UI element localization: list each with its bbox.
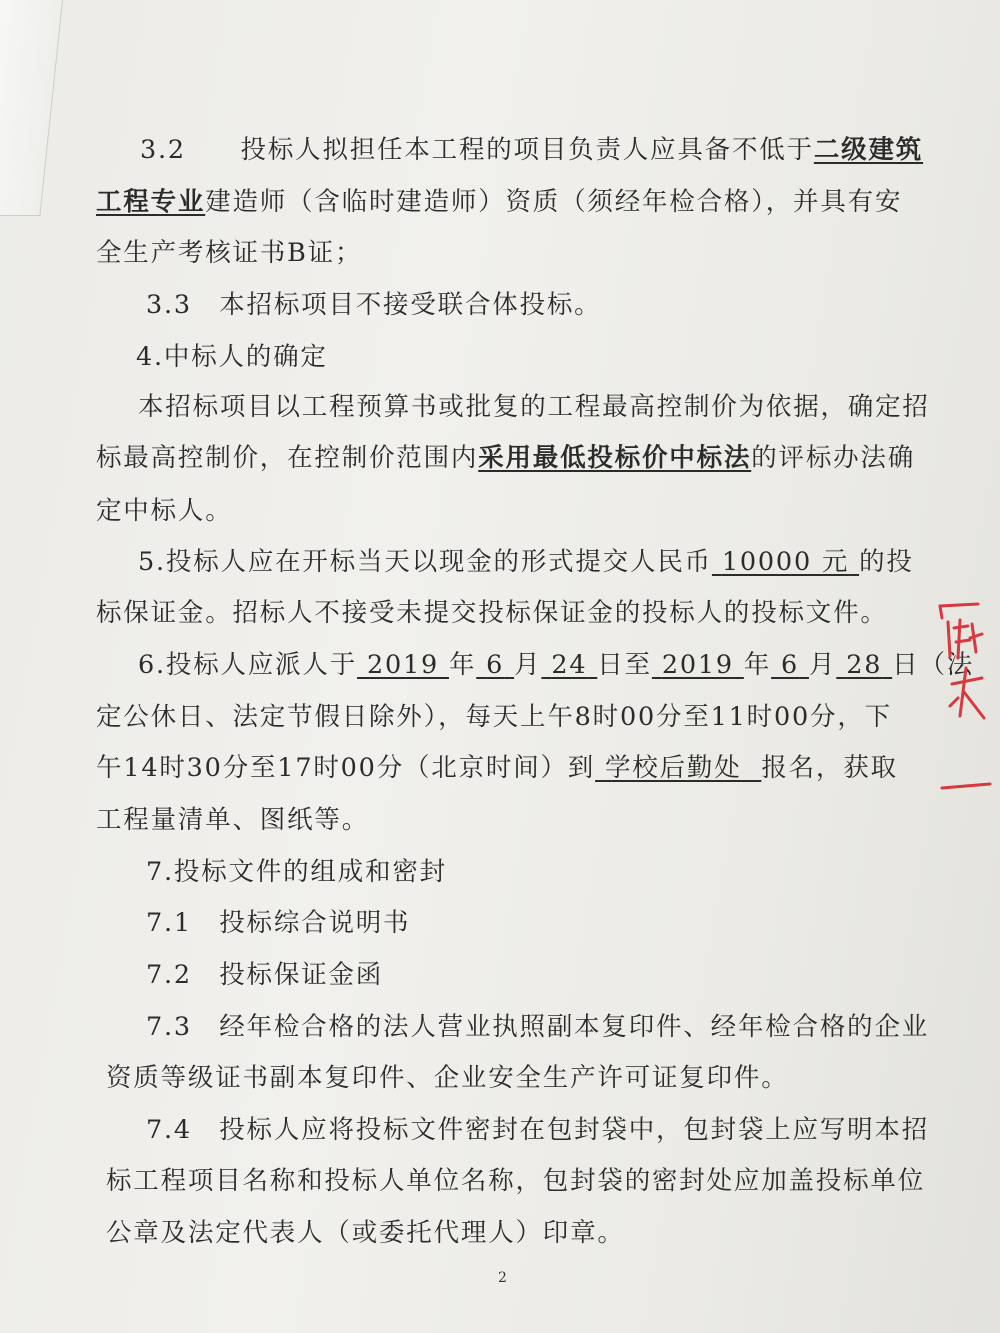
clause-3-2-line-3: 全生产考核证书B证； xyxy=(96,238,363,268)
section-6-line-4: 工程量清单、图纸等。 xyxy=(96,805,370,835)
registration-location: 学校后勤处 xyxy=(605,753,742,783)
section-5-line-2: 标保证金。招标人不接受未提交投标保证金的投标人的投标文件。 xyxy=(96,598,888,628)
section-6-line-3: 午14时30分至17时00分（北京时间）到 学校后勤处 报名，获取 xyxy=(96,753,898,783)
bid-bond-amount: 10000 元 xyxy=(721,547,850,577)
end-day: 28 xyxy=(846,650,883,680)
clause-7-3-line-2: 资质等级证书副本复印件、企业安全生产许可证复印件。 xyxy=(106,1063,789,1093)
section-6-line-2: 定公休日、法定节假日除外），每天上午8时00分至11时00分，下 xyxy=(96,702,892,732)
start-day: 24 xyxy=(551,650,588,680)
clause-3-2-line-1: 3.2 投标人拟担任本工程的项目负责人应具备不低于二级建筑 xyxy=(140,135,924,165)
start-year: 2019 xyxy=(366,650,440,680)
qualification-specialty: 工程专业 xyxy=(96,187,206,217)
section-4-line-2: 标最高控制价，在控制价范围内采用最低投标价中标法的评标办法确 xyxy=(96,443,916,473)
page-number: 2 xyxy=(498,1270,507,1286)
section-4-heading: 4.中标人的确定 xyxy=(136,342,328,372)
section-5-line-1: 5.投标人应在开标当天以现金的形式提交人民币 10000 元 的投 xyxy=(138,547,914,577)
clause-7-4-line-1: 7.4 投标人应将投标文件密封在包封袋中，包封袋上应写明本招 xyxy=(146,1115,930,1145)
clause-3-3: 3.3 本招标项目不接受联合体投标。 xyxy=(146,290,602,320)
clause-7-1: 7.1 投标综合说明书 xyxy=(146,908,411,938)
clause-3-2-line-2: 工程专业建造师（含临时建造师）资质（须经年检合格），并具有安 xyxy=(96,187,903,217)
section-7-heading: 7.投标文件的组成和密封 xyxy=(146,857,447,887)
start-month: 6 xyxy=(486,650,505,680)
qualification-grade: 二级建筑 xyxy=(813,135,924,165)
clause-7-4-line-3: 公章及法定代表人（或委托代理人）印章。 xyxy=(106,1218,625,1248)
evaluation-method: 采用最低投标价中标法 xyxy=(478,443,752,473)
clause-7-2: 7.2 投标保证金函 xyxy=(146,960,384,990)
section-4-line-1: 本招标项目以工程预算书或批复的工程最高控制价为依据，确定招 xyxy=(138,392,930,422)
section-4-line-3: 定中标人。 xyxy=(96,496,233,526)
clause-7-3-line-1: 7.3 经年检合格的法人营业执照副本复印件、经年检合格的企业 xyxy=(146,1012,930,1042)
underlying-sheet-corner xyxy=(0,0,63,216)
section-6-line-1: 6.投标人应派人于 2019 年 6 月 24 日至 2019 年 6 月 28 日（法 xyxy=(138,650,975,680)
end-year: 2019 xyxy=(661,650,734,680)
clause-7-4-line-2: 标工程项目名称和投标人单位名称，包封袋的密封处应加盖投标单位 xyxy=(106,1166,926,1196)
red-seal-stamp xyxy=(930,598,1000,798)
end-month: 6 xyxy=(781,650,800,680)
